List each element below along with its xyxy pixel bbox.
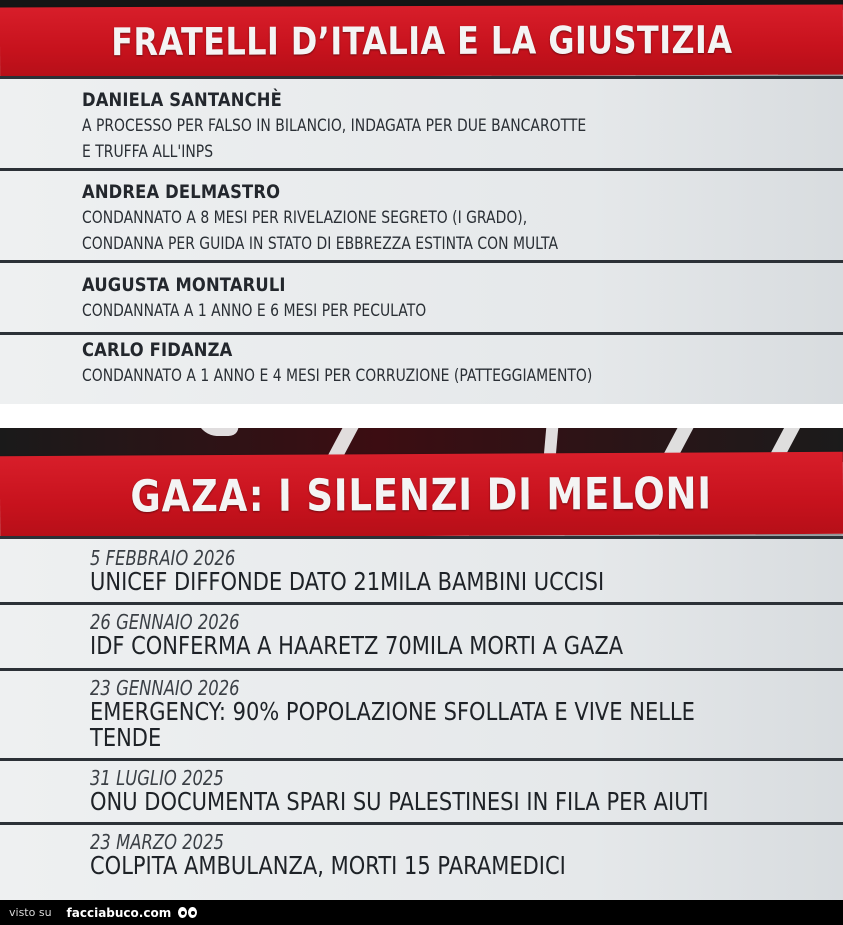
list-item bbox=[0, 76, 843, 168]
list-item bbox=[0, 260, 843, 332]
top-tv-screen bbox=[0, 0, 843, 404]
top-title-bar bbox=[0, 5, 843, 78]
event-date: 31 LUGLIO 2025 bbox=[90, 766, 224, 790]
event-date: 23 GENNAIO 2026 bbox=[90, 676, 240, 700]
site-link[interactable]: facciabuco.com bbox=[66, 905, 172, 920]
charge-line: CONDANNATO A 8 MESI PER RIVELAZIONE SEGRETO (I GRADO), bbox=[82, 208, 528, 228]
event-text: IDF CONFERMA A HAARETZ 70MILA MORTI A GAZA bbox=[90, 631, 624, 660]
charge-line: A PROCESSO PER FALSO IN BILANCIO, INDAGATA PER DUE BANCAROTTE bbox=[82, 116, 587, 136]
bottom-rows bbox=[0, 536, 843, 900]
event-text: UNICEF DIFFONDE DATO 21MILA BAMBINI UCCISI bbox=[90, 567, 605, 596]
decorative-stroke bbox=[197, 428, 242, 436]
list-item bbox=[0, 168, 843, 260]
charge-line: CONDANNATO A 1 ANNO E 4 MESI PER CORRUZIONE (PATTEGGIAMENTO) bbox=[82, 366, 593, 386]
person-name: DANIELA SANTANCHÈ bbox=[82, 89, 282, 111]
decorative-stroke bbox=[544, 428, 558, 456]
list-item bbox=[0, 668, 843, 758]
event-date: 23 MARZO 2025 bbox=[90, 830, 224, 854]
charge-line: E TRUFFA ALL'INPS bbox=[82, 142, 214, 162]
visto-su-label: visto su bbox=[9, 906, 52, 919]
event-text: EMERGENCY: 90% POPOLAZIONE SFOLLATA E VIVE NELLE bbox=[90, 697, 695, 726]
bottom-title-bar bbox=[0, 452, 843, 538]
charge-line: CONDANNA PER GUIDA IN STATO DI EBBREZZA ESTINTA CON MULTA bbox=[82, 234, 559, 254]
event-text: TENDE bbox=[90, 723, 162, 752]
event-text: COLPITA AMBULANZA, MORTI 15 PARAMEDICI bbox=[90, 851, 566, 880]
person-name: AUGUSTA MONTARULI bbox=[82, 274, 286, 296]
list-item bbox=[0, 822, 843, 900]
bottom-tv-screen bbox=[0, 428, 843, 900]
eyes-icon bbox=[177, 906, 199, 920]
event-text: ONU DOCUMENTA SPARI SU PALESTINESI IN FILA PER AIUTI bbox=[90, 787, 709, 816]
bottom-title: GAZA: I SILENZI DI MELONI bbox=[130, 467, 713, 523]
top-rows bbox=[0, 76, 843, 404]
top-title: FRATELLI D’ITALIA E LA GIUSTIZIA bbox=[110, 17, 733, 65]
event-date: 26 GENNAIO 2026 bbox=[90, 610, 240, 634]
person-name: ANDREA DELMASTRO bbox=[82, 181, 281, 203]
list-item bbox=[0, 758, 843, 822]
watermark-footer bbox=[0, 900, 843, 925]
event-date: 5 FEBBRAIO 2026 bbox=[90, 546, 236, 570]
list-item bbox=[0, 602, 843, 668]
person-name: CARLO FIDANZA bbox=[82, 339, 233, 361]
charge-line: CONDANNATA A 1 ANNO E 6 MESI PER PECULATO bbox=[82, 301, 427, 321]
decorative-stroke bbox=[328, 428, 359, 456]
list-item bbox=[0, 536, 843, 602]
list-item bbox=[0, 332, 843, 404]
